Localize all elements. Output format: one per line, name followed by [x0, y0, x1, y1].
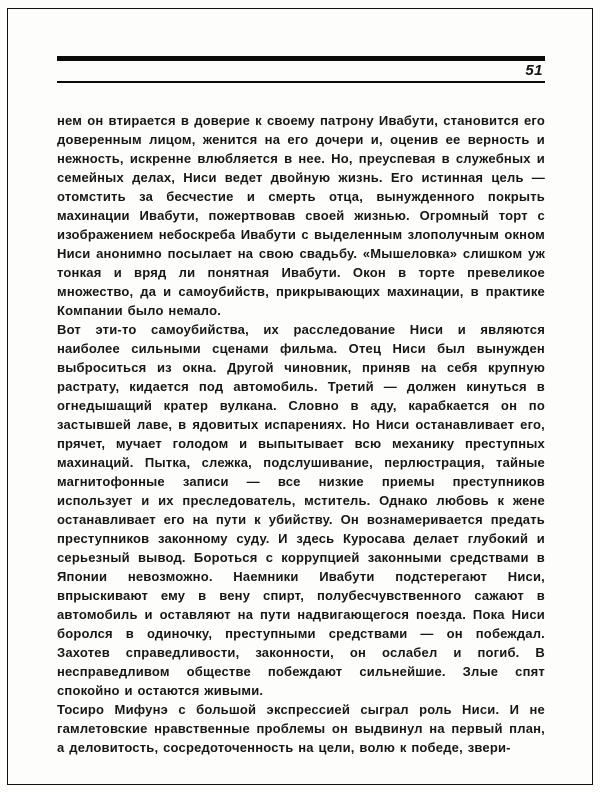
header-thick-rule	[57, 56, 545, 61]
paragraph-1: нем он втирается в доверие к своему патрону Ивабути, становится его доверенным лицом, женится на его дочери и, оценив ее верность и нежность, искренне влюбляется в нее. Но, преуспевая в служебных и семейных делах, Ниси ведет двойную жизнь. Его истинная цель — отомстить за бесчестие и смерть отца, вынужденного покрыть махинации Ивабути, пожертвовав своей жизнью. Огромный торт с изображением небоскреба Ивабути с выделенным злополучным окном Ниси анонимно посылает на свою свадьбу. «Мышеловка» слишком уж тонкая и вряд ли понятная Ивабути. Окон в торте превеликое множество, да и самоубийств, прикрывающих махинации, в практике Компании было немало.	[57, 113, 545, 318]
body-text	[57, 111, 545, 757]
header-thin-rule	[57, 81, 545, 83]
paragraph-2: Вот эти-то самоубийства, их расследование Ниси и являются наиболее сильными сценами фильма. Отец Ниси был вынужден выброситься из окна. Другой чиновник, приняв на себя крупную растрату, кидается под автомобиль. Третий — должен кинуться в огнедышащий кратер вулкана. Словно в аду, карабкается он по застывшей лаве, в ядовитых испарениях. Но Ниси останавливает его, прячет, мучает голодом и выпытывает всю механику преступных махинаций. Пытка, слежка, подслушивание, перлюстрация, тайные магнитофонные записи — все низкие приемы преступников использует и их преследователь, мститель. Однако любовь к жене останавливает его на пути к убийству. Он вознамеривается предать преступников законному суду. И здесь Куросава делает глубокий и серьезный вывод. Бороться с коррупцией законными средствами в Японии невозможно. Наемники Ивабути подстерегают Ниси, впрыскивают ему в вену спирт, полубесчувственного сажают в автомобиль и оставляют на пути надвигающегося поезда. Пока Ниси боролся в одиночку, преступными средствами — он побеждал. Захотев справедливости, законности, он ослабел и погиб. В несправедливом обществе побеждают сильнейшие. Злые спят спокойно и остаются живыми.	[57, 322, 545, 698]
paragraph-3: Тосиро Мифунэ с большой экспрессией сыграл роль Ниси. И не гамлетовские нравственные проблемы он выдвинул на первый план, а деловитость, сосредоточенность на цели, волю к победе, звери-	[57, 702, 545, 755]
page-number: 51	[525, 62, 543, 79]
